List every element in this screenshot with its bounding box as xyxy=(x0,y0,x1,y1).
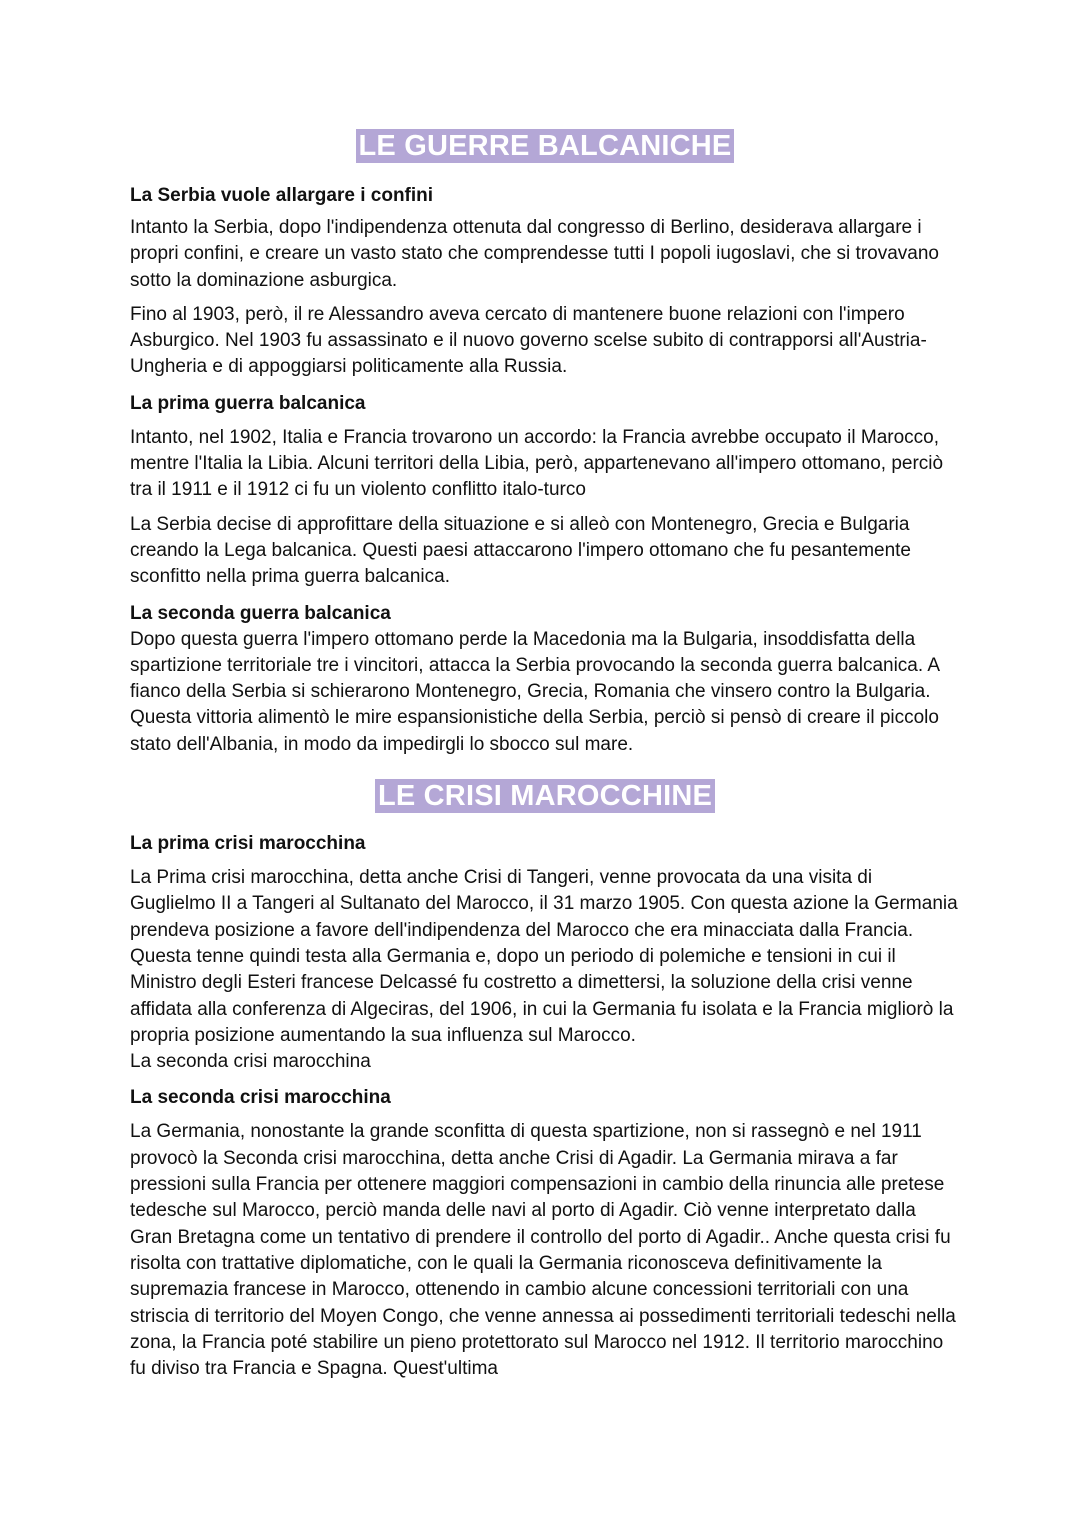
heading-second-balkan-war: La seconda guerra balcanica xyxy=(130,602,391,624)
paragraph: Dopo questa guerra l'impero ottomano perde la Macedonia ma la Bulgaria, insoddisfatta della spartizione territoriale tre i vincitori, attacca la Serbia provocando la seconda guerra balcanica. A fianco della Serbia si schierarono Montenegro, Grecia, Romania che vinsero contro la Bulgaria. Questa vittoria alimentò le mire espansionistiche della Serbia, perciò si pensò di creare il piccolo stato dell'Albania, in modo da impedirgli lo sbocco sul mare. xyxy=(130,628,939,755)
heading-serbia-borders: La Serbia vuole allargare i confini xyxy=(130,185,434,206)
section-title-text: LE GUERRE BALCANICHE xyxy=(356,129,735,163)
paragraph: Fino al 1903, però, il re Alessandro aveva cercato di mantenere buone relazioni con l'impero Asburgico. Nel 1903 fu assassinato e il nuovo governo scelse subito di contrapporsi all'Austria-Ungheria e di appoggiarsi politicamente alla Russia. xyxy=(130,303,927,378)
document-page xyxy=(130,128,960,1382)
paragraph: La Serbia decise di approfittare della situazione e si alleò con Montenegro, Grecia e Bulgaria creando la Lega balcanica. Questi paesi attaccarono l'impero ottomano che fu pesantemente sconfitto nella prima guerra balcanica. xyxy=(130,513,912,588)
section-title-text: LE CRISI MAROCCHINE xyxy=(375,779,715,813)
section-title-balkan-wars xyxy=(130,128,960,163)
heading-first-moroccan-crisis: La prima crisi marocchina xyxy=(130,833,366,855)
heading-second-moroccan-crisis: La seconda crisi marocchina xyxy=(130,1087,391,1109)
paragraph: Intanto la Serbia, dopo l'indipendenza ottenuta dal congresso di Berlino, desiderava allargare i propri confini, e creare un vasto stato che comprendesse tutti I popoli iugoslavi, che si trovavano sotto la dominazione asburgica. xyxy=(130,217,939,291)
paragraph: La Germania, nonostante la grande sconfitta di questa spartizione, non si rassegnò e nel 1911 provocò la Seconda crisi marocchina, detta anche Crisi di Agadir. La Germania mirava a far pressioni sulla Francia per ottenere maggiori compensazioni in cambio della rinuncia alle pretese tedesche sul Marocco, perciò manda delle navi al porto di Agadir. Ciò venne interpretato dalla Gran Bretagna come un tentativo di prendere il controllo del porto di Agadir.. Anche questa crisi fu risolta con trattative diplomatiche, con le quali la Germania riconosceva definitivamente la supremazia francese in Marocco, ottenendo in cambio alcune concessioni territoriali con una striscia di territorio del Moyen Congo, che venne annessa ai possedimenti territoriali tedeschi nella zona, la Francia poté stabilire un pieno protettorato sul Marocco nel 1912. Il territorio marocchino fu diviso tra Francia e Spagna. Quest'ultima xyxy=(130,1121,956,1380)
paragraph: La seconda crisi marocchina xyxy=(130,1051,371,1073)
paragraph: Intanto, nel 1902, Italia e Francia trovarono un accordo: la Francia avrebbe occupato il Marocco, mentre l'Italia la Libia. Alcuni territori della Libia, però, appartenevano all'impero ottomano, perciò tra il 1911 e il 1912 ci fu un violento conflitto italo-turco xyxy=(130,426,944,501)
section-title-moroccan-crises xyxy=(130,778,960,813)
heading-first-balkan-war: La prima guerra balcanica xyxy=(130,392,366,414)
paragraph: La Prima crisi marocchina, detta anche Crisi di Tangeri, venne provocata da una visita di Guglielmo II a Tangeri al Sultanato del Marocco, il 31 marzo 1905. Con questa azione la Germania prendeva posizione a favore dell'indipendenza del Marocco che era minacciata dalla Francia. Questa tenne quindi testa alla Germania e, dopo un periodo di polemiche e tensioni in cui il Ministro degli Esteri francese Delcassé fu costretto a dimettersi, la soluzione della crisi venne affidata alla conferenza di Algeciras, del 1906, in cui la Germania fu isolata e la Francia migliorò la propria posizione aumentando la sua influenza sul Marocco. xyxy=(130,867,958,1046)
